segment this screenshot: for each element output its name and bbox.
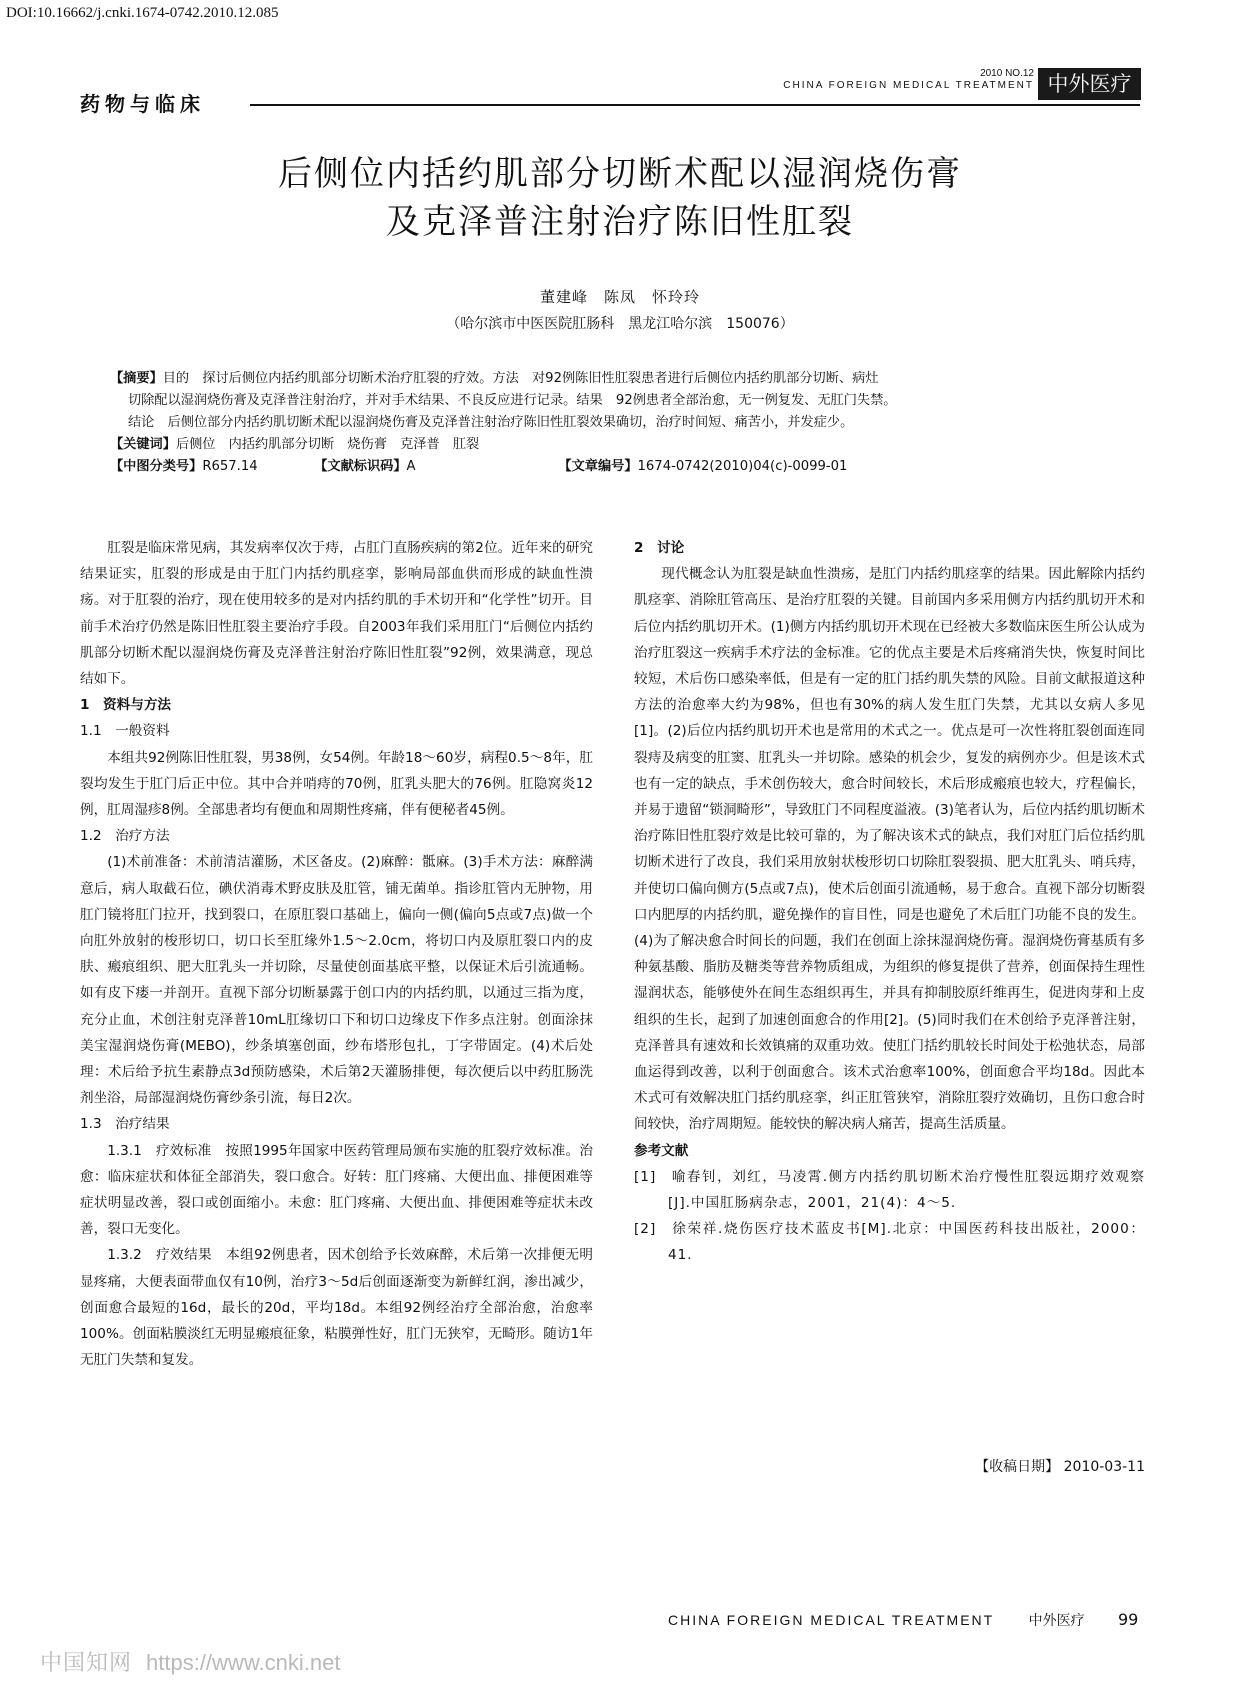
subsection-heading-1-2: 1.2 治疗方法 xyxy=(80,828,170,845)
abstract-label: 【摘要】 xyxy=(110,371,163,386)
received-date xyxy=(975,1456,1145,1476)
document-code: A xyxy=(406,459,416,474)
subsection-heading-1-3: 1.3 治疗结果 xyxy=(80,1116,170,1133)
watermark-url: https://www.cnki.net xyxy=(146,1650,341,1675)
references-heading: 参考文献 xyxy=(634,1142,689,1159)
section-heading-2: 2 讨论 xyxy=(634,540,685,556)
watermark-logo-text: 中国知网 xyxy=(40,1651,133,1676)
abstract-text-1: 目的 探讨后侧位内括约肌部分切断术治疗肛裂的疗效。方法 对92例陈旧性肛裂患者进行后侧位内括约肌部分切断、病灶 xyxy=(162,371,879,386)
title-line-2: 及克泽普注射治疗陈旧性肛裂 xyxy=(386,202,854,242)
journal-year-issue: 2010 NO.12 xyxy=(980,68,1034,79)
subsection-heading-1-3-2: 1.3.2 疗效结果 xyxy=(107,1247,213,1264)
efficacy-criteria-paragraph: 按照1995年国家中医药管理局颁布实施的肛裂疗效标准。治愈：临床症状和体征全部消失，裂口愈合。好转：肛门疼痛、大便出血、排便困难等症状明显改善，裂口或创面缩小。未愈：肛门疼痛、大便出血、排便困难等症状未改善，裂口无变化。 xyxy=(80,1142,594,1238)
efficacy-results-paragraph: 本组92例患者，因术创给予长效麻醉，术后第一次排便无明显疼痛，大便表面带血仅有10例，治疗3～5d后创面逐渐变为新鲜红润，渗出减少，创面愈合最短的16d，最长的20d，平均18d。本组92例经治疗全部治愈，治愈率100%。创面粘膜淡红无明显瘢痕征象，粘膜弹性好，肛门无狭窄，无畸形。随访1年无肛门失禁和复发。 xyxy=(80,1247,594,1369)
subsection-heading-1-1: 1.1 一般资料 xyxy=(80,723,170,740)
keywords: 后侧位 内括约肌部分切断 烧伤膏 克泽普 肛裂 xyxy=(175,437,480,452)
document-code-label: 【文献标识码】 xyxy=(314,459,407,474)
reference-item: [1] 喻春钊，刘红，马凌霄.侧方内括约肌切断术治疗慢性肛裂远期疗效观察[J].中国肛肠病杂志，2001，21(4)：4～5. xyxy=(634,1168,1145,1211)
footer-journal-en: CHINA FOREIGN MEDICAL TREATMENT xyxy=(668,1612,995,1628)
general-data-paragraph: 本组共92例陈旧性肛裂，男38例，女54例。年龄18～60岁，病程0.5～8年，肛裂均发生于肛门后正中位。其中合并哨痔的70例，肛乳头肥大的76例。肛隐窝炎12例，肛周湿疹8例。全部患者均有便血和周期性疼痛，伴有便秘者45例。 xyxy=(80,749,593,819)
abstract-text-2: 切除配以湿润烧伤膏及克泽普注射治疗，并对手术结果、不良反应进行记录。结果 92例患者全部治愈，无一例复发、无肛门失禁。 xyxy=(128,393,897,408)
keywords-label: 【关键词】 xyxy=(110,437,176,452)
cnki-watermark xyxy=(40,1646,340,1677)
header-divider xyxy=(250,104,1140,106)
received-label: 【收稿日期】 xyxy=(975,1459,1060,1475)
abstract-text-3: 结论 后侧位部分内括约肌切断术配以湿润烧伤膏及克泽普注射治疗陈旧性肛裂效果确切，治疗时间短、痛苦小，并发症少。 xyxy=(128,415,854,430)
discussion-paragraph: 现代概念认为肛裂是缺血性溃疡，是肛门内括约肌痉挛的结果。因此解除内括约肌痉挛、消除肛管高压、是治疗肛裂的关键。目前国内多采用侧方内括约肌切开术和后位内括约肌切开术。(1)侧方内括约肌切开术现在已经被大多数临床医生所公认成为治疗肛裂这一疾病手术疗法的金标准。它的优点主要是术后疼痛消失快，恢复时间比较短，术后伤口感染率低，但是有一定的肛门括约肌失禁的风险。目前文献报道这种方法的治愈率大约为98%，但也有30%的病人发生肛门失禁，尤其以女病人多见[1]。(2)后位内括约肌切开术也是常用的术式之一。优点是可一次性将肛裂创面连同裂痔及病变的肛窦、肛乳头一并切除。感染的机会少，复发的病例亦少。但是该术式也有一定的缺点，手术创伤较大，愈合时间较长，术后形成瘢痕也较大，疗程偏长，并易于遗留“锁洞畸形”，导致肛门不同程度溢液。(3)笔者认为，后位内括约肌切断术治疗陈旧性肛裂疗效是比较可靠的，为了解决该术式的缺点，我们对肛门后位括约肌切断术进行了改良，我们采用放射状梭形切口切除肛裂裂损、肥大肛乳头、哨兵痔，并使切口偏向侧方(5点或7点)，使术后创面引流通畅，易于愈合。直视下部分切断裂口内肥厚的内括约肌，避免操作的盲目性，同是也避免了术后肛门功能不良的发生。(4)为了解决愈合时间长的问题，我们在创面上涂抹湿润烧伤膏。湿润烧伤膏基质有多种氨基酸、脂肪及糖类等营养物质组成，为组织的修复提供了营养，创面保持生理性湿润状态，能够使外在间生态组织再生，并具有抑制胶原纤维再生，促进肉芽和上皮组织的生长，起到了加速创面愈合的作用[2]。(5)同时我们在术创给予克泽普注射，克泽普具有速效和长效镇痛的双重功效。使肛门括约肌较长时间处于松弛状态，局部血运得到改善，以利于创面愈合。该术式治愈率100%，创面愈合平均18d。因此本术式可有效解决肛门括约肌痉挛，纠正肛管狭窄，消除肛裂疗效确切，且伤口愈合时间较快，治疗周期短。能较快的解决病人痛苦，提高生活质量。 xyxy=(634,566,1145,1133)
article-number-label: 【文章编号】 xyxy=(558,459,638,474)
right-column xyxy=(634,535,1145,1268)
section-heading-1: 1 资料与方法 xyxy=(80,697,172,714)
page-footer xyxy=(668,1610,1115,1630)
article-number: 1674-0742(2010)04(c)-0099-01 xyxy=(637,459,848,474)
journal-en-name: CHINA FOREIGN MEDICAL TREATMENT xyxy=(783,80,1034,91)
doi-text: DOI:10.16662/j.cnki.1674-0742.2010.12.085 xyxy=(6,5,279,21)
abstract-block xyxy=(110,368,1130,478)
left-column xyxy=(80,535,593,1374)
treatment-method-paragraph: (1)术前准备：术前清洁灌肠，术区备皮。(2)麻醉：骶麻。(3)手术方法：麻醉满意后，病人取截石位，碘伏消毒术野皮肤及肛管，铺无菌单。指诊肛管内无肿物，用肛门镜将肛门拉开，找到裂口，在原肛裂口基础上，偏向一侧(偏向5点或7点)做一个向肛外放射的梭形切口，切口长至肛缘外1.5～2.0cm，将切口内及原肛裂口内的皮肤、瘢痕组织、肥大肛乳头一并切除，尽量使创面基底平整，以保证术后引流通畅。如有皮下瘘一并剖开。直视下部分切断暴露于创口内的内括约肌，以通过三指为度，充分止血，术创注射克泽普10mL肛缘切口下和切口边缘皮下作多点注射。创面涂抹美宝湿润烧伤膏(MEBO)，纱条填塞创面，纱布塔形包扎，丁字带固定。(4)术后处理：术后给予抗生素静点3d预防感染，术后第2天灌肠排便，每次便后以中药肛肠洗剂坐浴，局部湿润烧伤膏纱条引流，每日2次。 xyxy=(80,854,593,1107)
journal-meta xyxy=(762,68,1034,92)
title-line-1: 后侧位内括约肌部分切断术配以湿润烧伤膏 xyxy=(278,154,962,194)
affiliation: （哈尔滨市中医医院肛肠科 黑龙江哈尔滨 150076） xyxy=(446,316,794,332)
journal-logo-box: 中外医疗 xyxy=(1038,68,1141,100)
section-label: 药物与临床 xyxy=(80,92,205,116)
received-value: 2010-03-11 xyxy=(1063,1459,1145,1475)
reference-item: [2] 徐荣祥.烧伤医疗技术蓝皮书[M].北京：中国医药科技出版社，2000：41. xyxy=(634,1220,1145,1263)
page-number: 99 xyxy=(1118,1610,1139,1629)
classification-label: 【中图分类号】 xyxy=(110,459,203,474)
authors: 董建峰 陈凤 怀玲玲 xyxy=(539,288,700,306)
subsection-heading-1-3-1: 1.3.1 疗效标准 xyxy=(107,1142,212,1159)
article-title xyxy=(0,150,1240,246)
intro-paragraph: 肛裂是临床常见病，其发病率仅次于痔，占肛门直肠疾病的第2位。近年来的研究结果证实，肛裂的形成是由于肛门内括约肌痉挛，影响局部血供而形成的缺血性溃疡。对于肛裂的治疗，现在使用较多的是对内括约肌的手术切开和“化学性”切开。目前手术治疗仍然是陈旧性肛裂主要治疗手段。自2003年我们采用肛门“后侧位内括约肌部分切断术配以湿润烧伤膏及克泽普注射治疗陈旧性肛裂”92例，效果满意，现总结如下。 xyxy=(80,540,593,688)
classification-number: R657.14 xyxy=(202,459,258,474)
reference-list xyxy=(634,1164,1145,1268)
footer-journal-cn: 中外医疗 xyxy=(1028,1613,1085,1629)
